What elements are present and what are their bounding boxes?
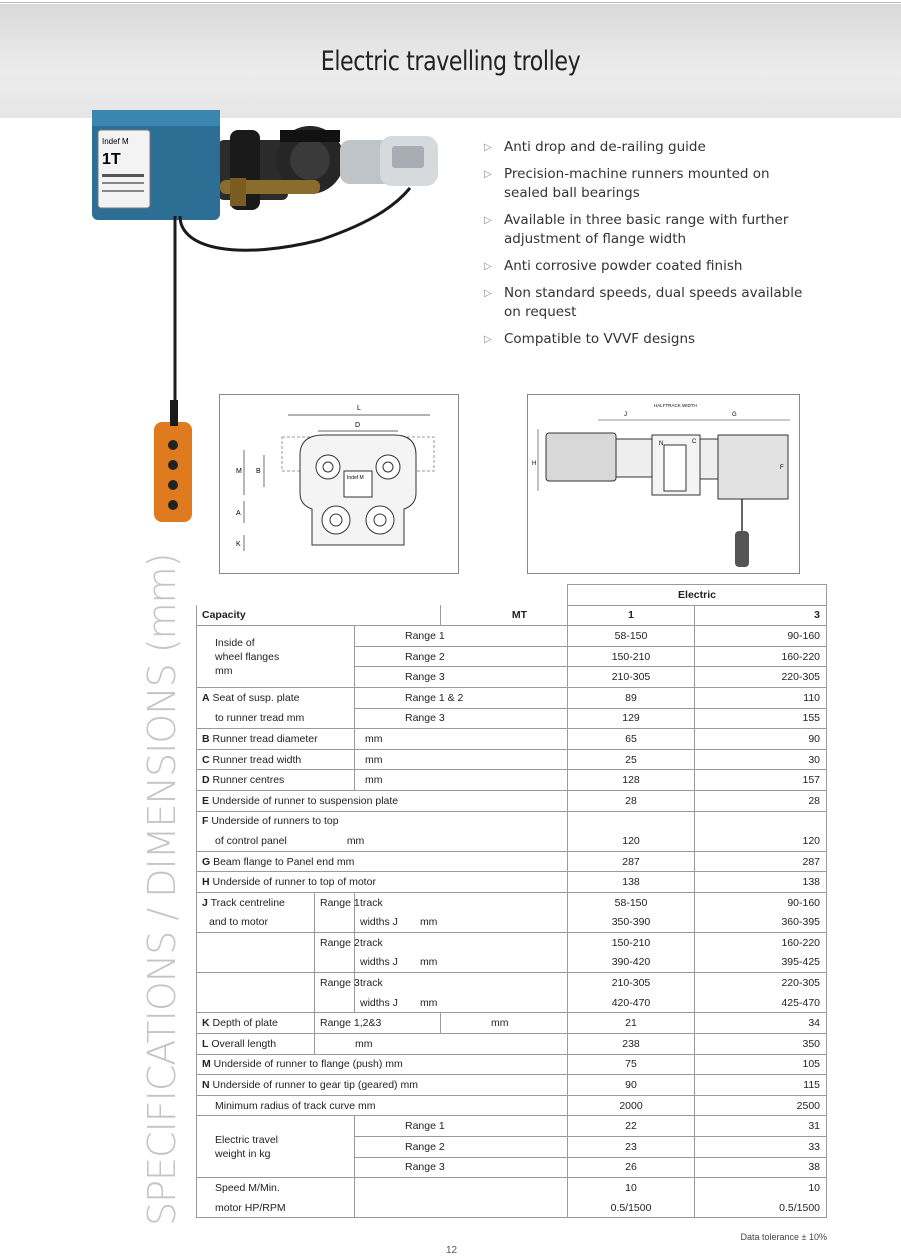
- dim-label-d: D: [355, 422, 361, 429]
- table-row: [197, 1075, 827, 1096]
- table-row: [197, 749, 827, 770]
- value-cell: 390-420: [568, 953, 695, 973]
- dim-label-a: A: [236, 510, 241, 517]
- value-cell: 238: [568, 1034, 695, 1055]
- value-cell: 38: [695, 1157, 827, 1178]
- row-label-radius: Minimum radius of track curve mm: [197, 1095, 568, 1116]
- value-cell: 425-470: [695, 993, 827, 1013]
- table-row: [197, 851, 827, 872]
- unit-cell: mm: [355, 770, 568, 791]
- feature-item: ▷ Non standard speeds, dual speeds available on request: [484, 285, 803, 320]
- value-cell: 90-160: [695, 892, 827, 912]
- row-label-j: J Track centreline: [197, 892, 315, 912]
- photo-badge-brand: Indef M: [102, 137, 129, 146]
- widths-label: widths J mm: [355, 913, 568, 933]
- row-label-j-cont: and to motor: [197, 913, 315, 933]
- unit-label: MT: [441, 605, 568, 626]
- value-cell: 287: [568, 851, 695, 872]
- value-cell: 120: [568, 831, 695, 851]
- table-row: [197, 1034, 827, 1055]
- diagram-plate-label: Indef M: [347, 475, 364, 481]
- capacity-3: 3: [695, 605, 827, 626]
- value-cell: 28: [695, 790, 827, 811]
- range-label: Range 3: [355, 667, 568, 688]
- table-row: [197, 1178, 827, 1198]
- unit-cell: mm: [315, 1034, 568, 1055]
- value-cell: 0.5/1500: [695, 1198, 827, 1218]
- value-cell: 138: [695, 872, 827, 893]
- table-row: [197, 708, 827, 729]
- range-label: Range 1: [315, 892, 355, 912]
- track-label: track: [355, 933, 568, 953]
- value-cell: 26: [568, 1157, 695, 1178]
- value-cell: 2000: [568, 1095, 695, 1116]
- range-label: Range 3: [355, 1157, 568, 1178]
- feature-item: ▷ Compatible to VVVF designs: [484, 331, 696, 347]
- unit-cell: mm: [355, 749, 568, 770]
- side-title: SPECIFICATIONS / DIMENSIONS (mm): [140, 553, 184, 1226]
- value-cell: 395-425: [695, 953, 827, 973]
- table-row: [197, 770, 827, 791]
- value-cell: 10: [695, 1178, 827, 1198]
- group-header: Electric: [568, 585, 827, 606]
- triangle-bullet-icon: ▷: [484, 261, 492, 272]
- range-label: Range 2: [355, 1137, 568, 1158]
- value-cell: 10: [568, 1178, 695, 1198]
- feature-item: ▷ Anti drop and de-railing guide: [484, 139, 706, 155]
- dim-label-k: K: [236, 541, 241, 548]
- value-cell: 65: [568, 729, 695, 750]
- value-cell: 21: [568, 1013, 695, 1034]
- value-cell: 287: [695, 851, 827, 872]
- table-row: [197, 993, 827, 1013]
- dim-label-b: B: [256, 468, 261, 475]
- value-cell: 90: [568, 1075, 695, 1096]
- dim-label-f: F: [780, 465, 784, 471]
- dim-label-j: J: [624, 412, 627, 418]
- row-label-f: F Underside of runners to top: [197, 811, 568, 831]
- range-label: Range 2: [355, 646, 568, 667]
- value-cell: 90-160: [695, 626, 827, 647]
- range-label: Range 3: [315, 973, 355, 993]
- photo-badge-capacity: 1T: [102, 151, 121, 168]
- value-cell: 128: [568, 770, 695, 791]
- value-cell: 110: [695, 687, 827, 708]
- value-cell: 350-390: [568, 913, 695, 933]
- triangle-bullet-icon: ▷: [484, 169, 492, 180]
- value-cell: 34: [695, 1013, 827, 1034]
- row-label-g: G Beam flange to Panel end mm: [197, 851, 568, 872]
- triangle-bullet-icon: ▷: [484, 215, 492, 226]
- value-cell: 210-305: [568, 667, 695, 688]
- table-row: [197, 1095, 827, 1116]
- row-label-a: A Seat of susp. plate: [197, 687, 355, 708]
- triangle-bullet-icon: ▷: [484, 142, 492, 153]
- value-cell: 420-470: [568, 993, 695, 1013]
- feature-list: [482, 138, 812, 357]
- row-label-f-cont: of control panel mm: [197, 831, 568, 851]
- table-row: [197, 687, 827, 708]
- dim-label-l: L: [357, 405, 361, 412]
- value-cell: 157: [695, 770, 827, 791]
- row-label-e: E Underside of runner to suspension plate: [197, 790, 568, 811]
- feature-item: ▷ Anti corrosive powder coated finish: [484, 258, 743, 274]
- row-label-a-cont: to runner tread mm: [197, 708, 355, 729]
- value-cell: 350: [695, 1034, 827, 1055]
- value-cell: 220-305: [695, 973, 827, 993]
- row-label-c: C Runner tread width: [197, 749, 355, 770]
- page-title: Electric travelling trolley: [320, 46, 581, 77]
- row-label-speed: Speed M/Min.: [197, 1178, 355, 1198]
- table-row: [197, 626, 827, 647]
- dim-label-g: G: [732, 412, 737, 418]
- range-label: Range 2: [315, 933, 355, 953]
- dim-label-m: M: [236, 468, 242, 475]
- dim-label-c: C: [692, 439, 697, 445]
- value-cell: 160-220: [695, 933, 827, 953]
- range-label: Range 1 & 2: [355, 687, 568, 708]
- table-row: [197, 1116, 827, 1137]
- table-row: [197, 605, 827, 626]
- spec-table: [196, 584, 827, 1218]
- range-label: Range 1: [355, 626, 568, 647]
- widths-label: widths J mm: [355, 953, 568, 973]
- value-cell: 155: [695, 708, 827, 729]
- table-row: [197, 811, 827, 831]
- row-label-k: K Depth of plate: [197, 1013, 315, 1034]
- table-row: [197, 1013, 827, 1034]
- value-cell: 115: [695, 1075, 827, 1096]
- feature-item: ▷ Precision-machine runners mounted on sealed ball bearings: [484, 166, 770, 201]
- value-cell: 150-210: [568, 933, 695, 953]
- dim-label-halftrack: HALFTRACK WIDTH: [654, 403, 697, 408]
- table-row: [197, 913, 827, 933]
- value-cell: 58-150: [568, 892, 695, 912]
- value-cell: 0.5/1500: [568, 1198, 695, 1218]
- value-cell: 150-210: [568, 646, 695, 667]
- triangle-bullet-icon: ▷: [484, 288, 492, 299]
- table-row: [197, 790, 827, 811]
- value-cell: 160-220: [695, 646, 827, 667]
- top-rule: [0, 2, 901, 3]
- front-view-diagram: [219, 394, 459, 574]
- row-label-h: H Underside of runner to top of motor: [197, 872, 568, 893]
- feature-item: ▷ Available in three basic range with further adjustment of flange width: [484, 212, 789, 247]
- value-cell: 220-305: [695, 667, 827, 688]
- value-cell: 120: [695, 831, 827, 851]
- value-cell: 75: [568, 1054, 695, 1075]
- flanges-label: Inside of wheel flanges mm: [197, 626, 355, 688]
- track-label: track: [355, 892, 568, 912]
- value-cell: 33: [695, 1137, 827, 1158]
- value-cell: 22: [568, 1116, 695, 1137]
- table-header-row: [197, 585, 827, 606]
- table-row: [197, 1054, 827, 1075]
- range-label: Range 3: [355, 708, 568, 729]
- value-cell: 105: [695, 1054, 827, 1075]
- value-cell: 360-395: [695, 913, 827, 933]
- value-cell: 30: [695, 749, 827, 770]
- value-cell: 2500: [695, 1095, 827, 1116]
- side-view-diagram: [527, 394, 800, 574]
- row-label-n: N Underside of runner to gear tip (geared) mm: [197, 1075, 568, 1096]
- unit-cell: mm: [441, 1013, 568, 1034]
- value-cell: 90: [695, 729, 827, 750]
- table-row: [197, 953, 827, 973]
- unit-cell: mm: [355, 729, 568, 750]
- range-label: Range 1,2&3: [315, 1013, 441, 1034]
- table-row: [197, 933, 827, 953]
- page-number: 12: [446, 1245, 458, 1256]
- value-cell: 89: [568, 687, 695, 708]
- value-cell: 58-150: [568, 626, 695, 647]
- value-cell: 129: [568, 708, 695, 729]
- triangle-bullet-icon: ▷: [484, 334, 492, 345]
- table-row: [197, 1198, 827, 1218]
- widths-label: widths J mm: [355, 993, 568, 1013]
- table-row: [197, 729, 827, 750]
- table-row: [197, 831, 827, 851]
- dim-label-h: H: [532, 461, 537, 467]
- value-cell: 23: [568, 1137, 695, 1158]
- value-cell: 31: [695, 1116, 827, 1137]
- value-cell: 25: [568, 749, 695, 770]
- dim-label-n: N: [659, 441, 664, 447]
- data-tolerance-note: Data tolerance ± 10%: [740, 1232, 827, 1242]
- row-label-b: B Runner tread diameter: [197, 729, 355, 750]
- row-label-l: L Overall length: [197, 1034, 315, 1055]
- capacity-label: Capacity: [197, 605, 441, 626]
- track-label: track: [355, 973, 568, 993]
- range-label: Range 1: [355, 1116, 568, 1137]
- capacity-1: 1: [568, 605, 695, 626]
- row-label-m: M Underside of runner to flange (push) mm: [197, 1054, 568, 1075]
- row-label-d: D Runner centres: [197, 770, 355, 791]
- table-row: [197, 973, 827, 993]
- value-cell: 138: [568, 872, 695, 893]
- value-cell: 28: [568, 790, 695, 811]
- row-label-weight: Electric travel weight in kg: [197, 1116, 355, 1178]
- table-row: [197, 892, 827, 912]
- row-label-motor: motor HP/RPM: [197, 1198, 355, 1218]
- table-row: [197, 872, 827, 893]
- value-cell: 210-305: [568, 973, 695, 993]
